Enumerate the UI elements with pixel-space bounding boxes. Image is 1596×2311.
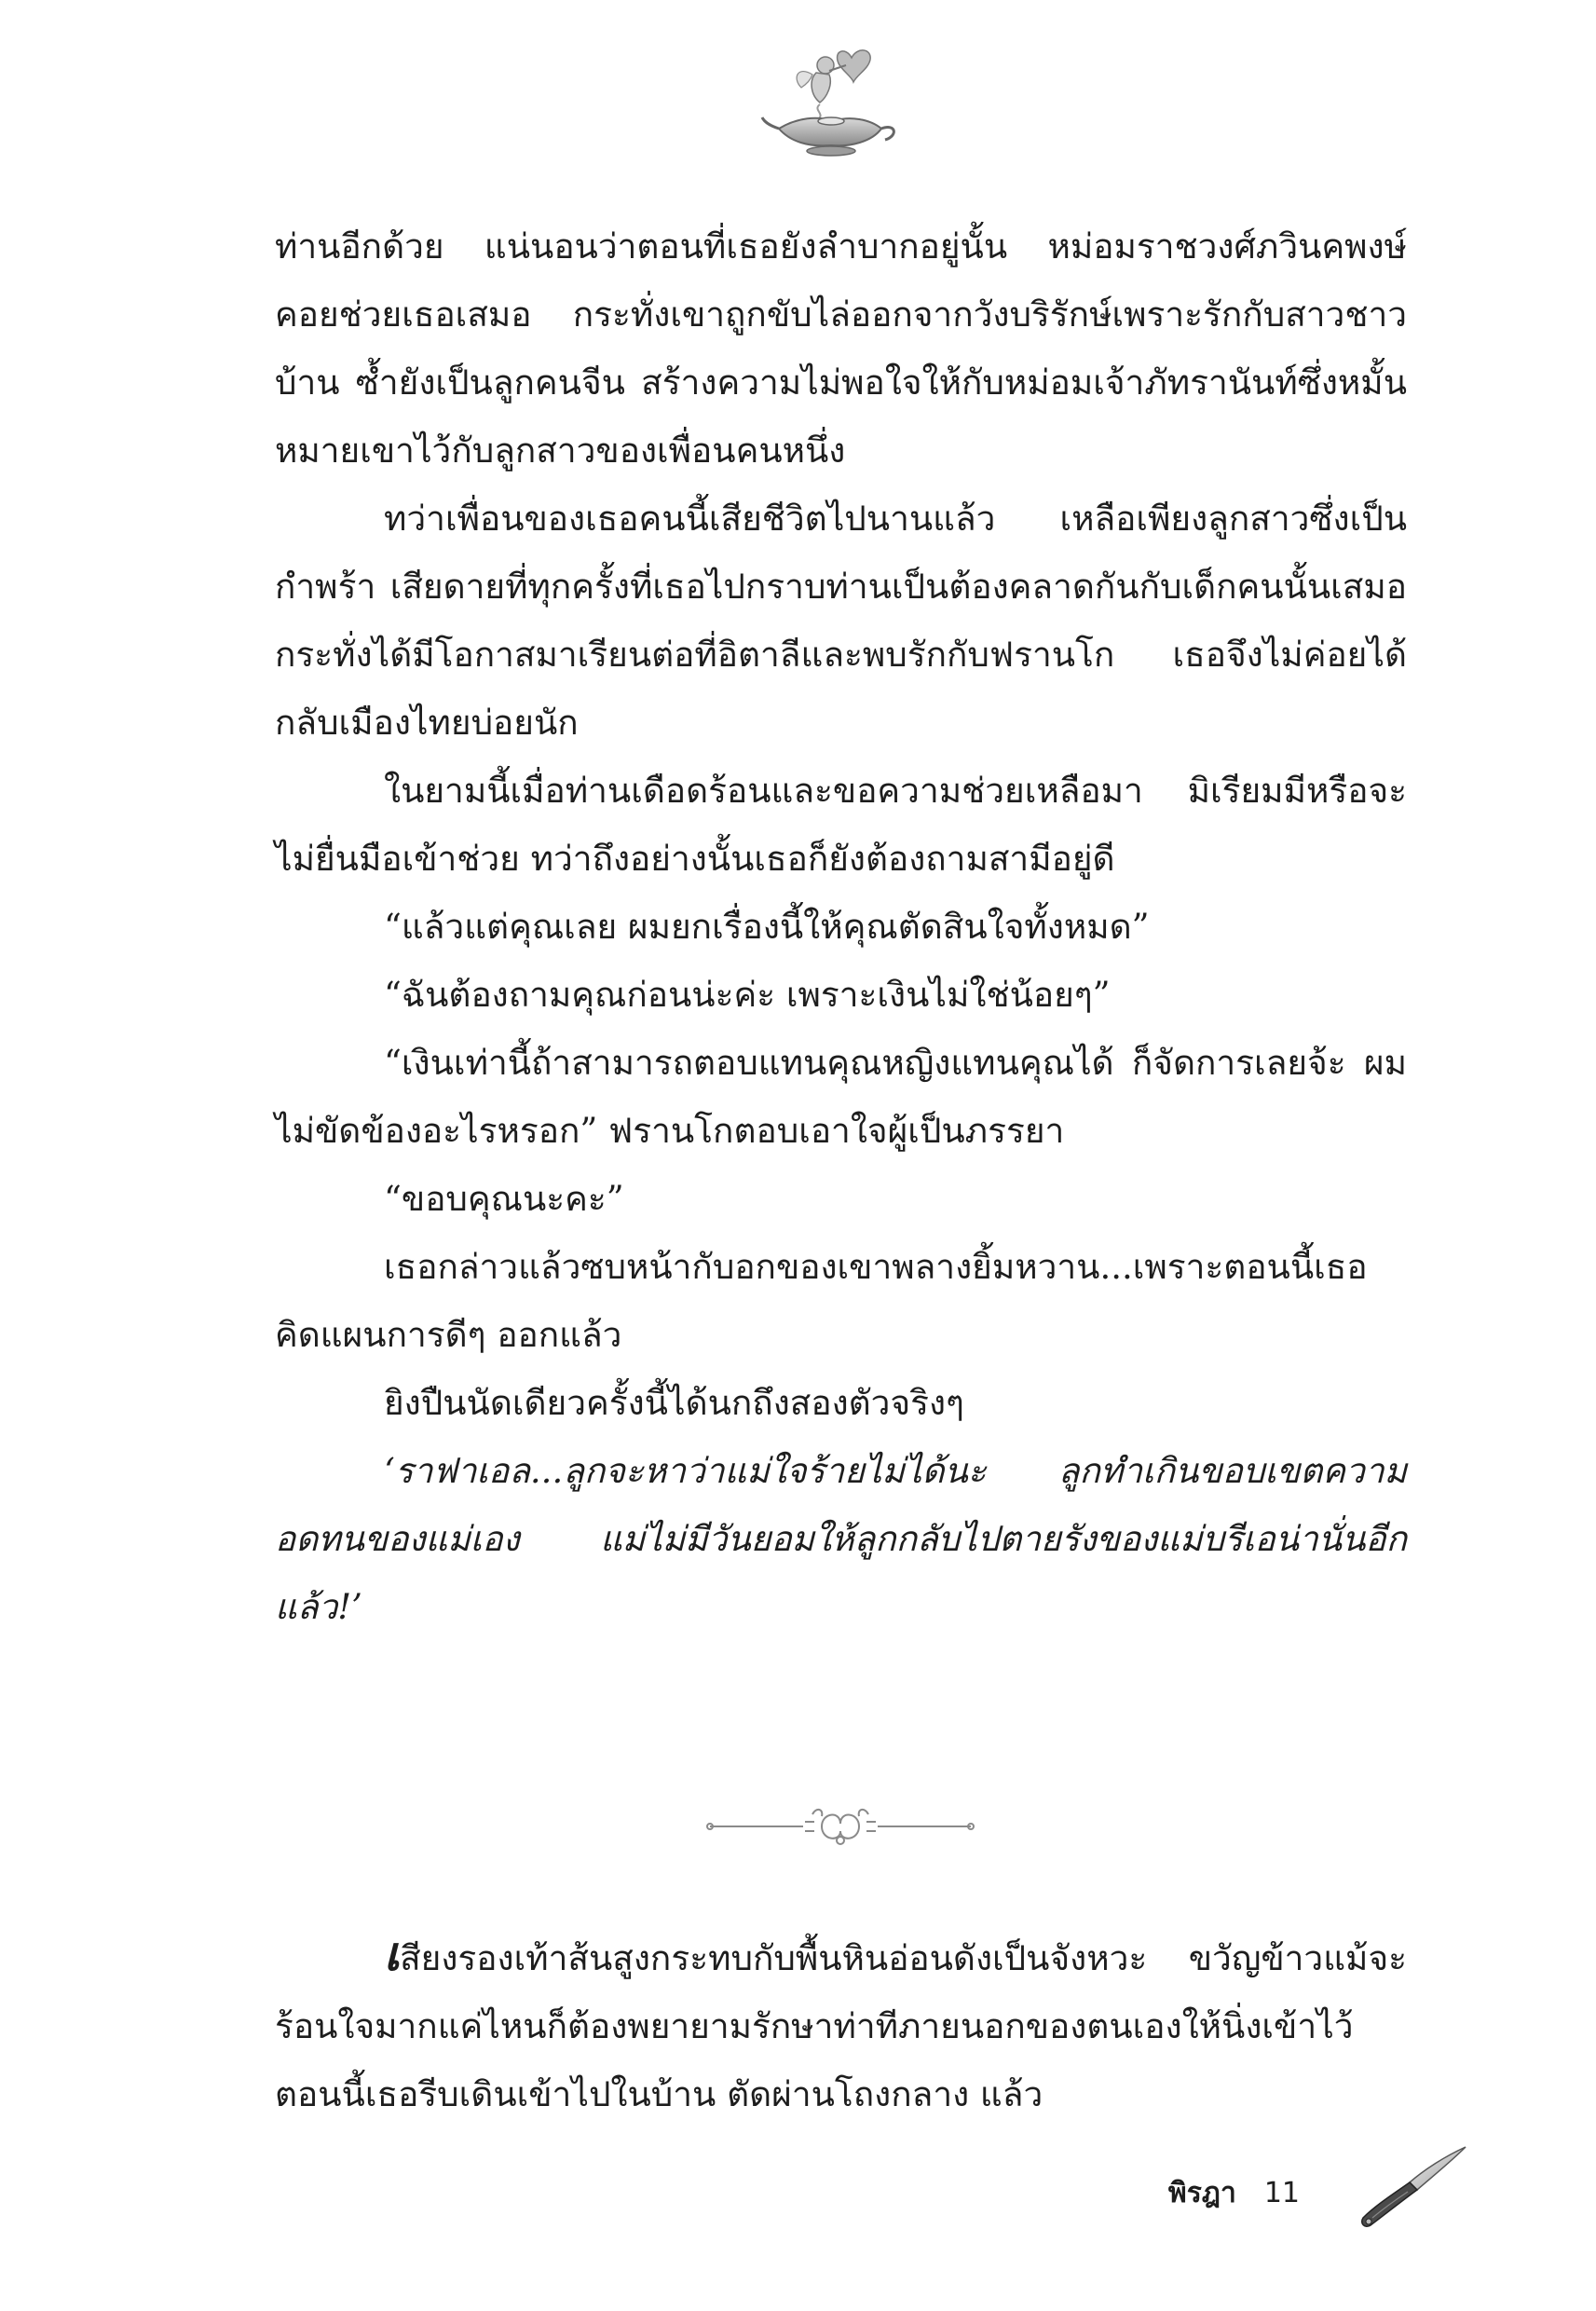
paragraph: เธอกล่าวแล้วซบหน้ากับอกของเขาพลางยิ้มหวาน...เพราะตอนนี้เธอคิดแผนการดีๆ ออกแล้ว — [275, 1247, 1368, 1355]
knife-icon — [1356, 2143, 1467, 2232]
dialogue-line: “แล้วแต่คุณเลย ผมยกเรื่องนี้ให้คุณตัดสินใจทั้งหมด” — [384, 907, 1150, 947]
dialogue-line: “ขอบคุณนะคะ” — [384, 1179, 624, 1219]
inner-thought: ‘ราฟาเอล...ลูกจะหาว่าแม่ใจร้ายไม่ได้นะ ลูกทำเกินขอบเขตความอดทนของแม่เอง แม่ไม่มีวันยอมให้ลูกกลับไปตายรังของแม่บรีเอน่านั่นอีกแล้ว!’ — [275, 1451, 1407, 1627]
section-opening-paragraph — [275, 1920, 1407, 2128]
paragraph: ท่านอีกด้วย แน่นอนว่าตอนที่เธอยังลำบากอยู่นั้น หม่อมราชวงศ์ภวินคพงษ์คอยช่วยเธอเสมอ กระทั่งเขาถูกขับไล่ออกจากวังบริรักษ์เพราะรักกับสาวชาวบ้าน ซ้ำยังเป็นลูกคนจีน สร้างความไม่พอใจให้กับหม่อมเจ้าภัทรานันท์ซึ่งหมั้นหมายเขาไว้กับลูกสาวของเพื่อนคนหนึ่ง — [275, 226, 1407, 471]
dialogue-line: “เงินเท่านี้ถ้าสามารถตอบแทนคุณหญิงแทนคุณได้ ก็จัดการเลยจ้ะ ผมไม่ขัดข้องอะไรหรอก” ฟรานโกตอบเอาใจผู้เป็นภรรยา — [275, 1043, 1407, 1151]
ornamental-divider-icon — [701, 1794, 980, 1859]
paragraph: ในยามนี้เมื่อท่านเดือดร้อนและขอความช่วยเหลือมา มิเรียมมีหรือจะไม่ยื่นมือเข้าช่วย ทว่าถึงอย่างนั้นเธอก็ยังต้องถามสามีอยู่ดี — [275, 771, 1407, 879]
footer-author: พิรฎา — [1167, 2177, 1236, 2209]
paragraph: ทว่าเพื่อนของเธอคนนี้เสียชีวิตไปนานแล้ว เหลือเพียงลูกสาวซึ่งเป็นกำพร้า เสียดายที่ทุกครั้งที่เธอไปกราบท่านเป็นต้องคลาดกันกับเด็กคนนั้นเสมอ กระทั่งได้มีโอกาสมาเรียนต่อที่อิตาลีและพบรักกับฟรานโก เธอจึงไม่ค่อยได้กลับเมืองไทยบ่อยนัก — [275, 499, 1407, 743]
section-opening-text: สียงรองเท้าส้นสูงกระทบกับพื้นหินอ่อนดังเป็นจังหวะ ขวัญข้าวแม้จะร้อนใจมากแค่ไหนก็ต้องพยายามรักษาท่าทีภายนอกของตนเองให้นิ่งเข้าไว้ ตอนนี้เธอรีบเดินเข้าไปในบ้าน ตัดผ่านโถงกลาง แล้ว — [275, 1938, 1407, 2114]
page-footer — [1168, 2171, 1300, 2215]
genie-lamp-cupid-icon — [760, 37, 900, 158]
section-text — [275, 1920, 1407, 2128]
dialogue-line: “ฉันต้องถามคุณก่อนน่ะค่ะ เพราะเงินไม่ใช่น้อยๆ” — [384, 975, 1111, 1015]
drop-cap: เ — [384, 1926, 401, 1981]
body-text — [275, 212, 1407, 1641]
page-number: 11 — [1263, 2177, 1300, 2209]
paragraph: ยิงปืนนัดเดียวครั้งนี้ได้นกถึงสองตัวจริงๆ — [384, 1383, 964, 1423]
